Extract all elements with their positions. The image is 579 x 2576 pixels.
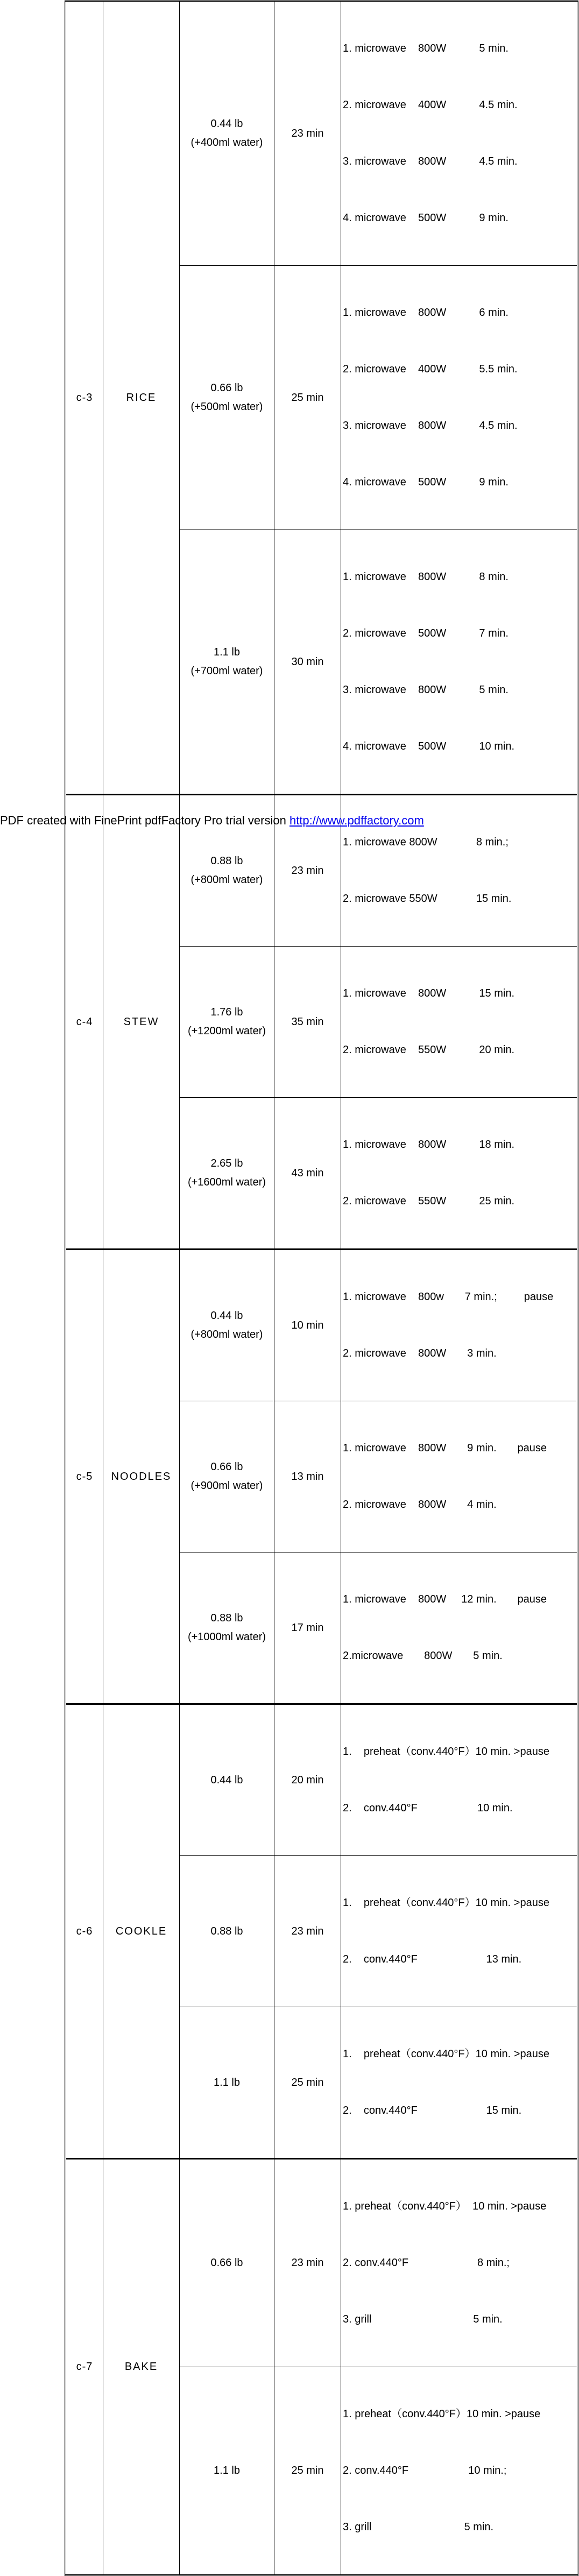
time-cell: 17 min (274, 1552, 341, 1704)
weight-cell (180, 1552, 274, 1704)
water-amount: (+500ml water) (190, 401, 263, 413)
step-line: 1. preheat（conv.440°F） 10 min. >pause (343, 2200, 547, 2212)
step-line: 2. conv.440°F 13 min. (343, 1953, 522, 1965)
step-line: 2. conv.440°F 15 min. (343, 2105, 522, 2116)
step-line: 3. microwave 800W 4.5 min. (343, 156, 518, 167)
step-line: 3. microwave 800W 5 min. (343, 684, 509, 696)
steps-cell (341, 2367, 578, 2575)
step-line: 1. preheat（conv.440°F）10 min. >pause (343, 2408, 541, 2420)
step-line: 4. microwave 500W 9 min. (343, 212, 509, 224)
step-line: 2. microwave 400W 4.5 min. (343, 99, 518, 111)
step-line: 1. microwave 800W 8 min. (343, 571, 509, 583)
program-name-rice: RICE (103, 1, 180, 795)
table-row (66, 1250, 578, 1401)
step-line: 1. microwave 800W 12 min. pause (343, 1593, 547, 1605)
weight-cell (180, 530, 274, 795)
step-line: 1. microwave 800W 18 min. (343, 1139, 514, 1151)
weight-amount: 0.44 lb (210, 118, 243, 130)
step-line: 2. microwave 550W 15 min. (343, 893, 512, 905)
step-line: 3. grill 5 min. (343, 2313, 503, 2325)
weight-amount: 0.88 lb (210, 855, 243, 867)
step-line: 2. microwave 400W 5.5 min. (343, 363, 518, 375)
steps-cell (341, 1704, 578, 1856)
time-cell: 25 min (274, 2367, 341, 2575)
program-name-cookle: COOKLE (103, 1704, 180, 2159)
weight-cell (180, 1250, 274, 1401)
program-code-c7: c-7 (66, 2159, 103, 2575)
time-cell: 13 min (274, 1401, 341, 1552)
steps-cell (341, 1401, 578, 1552)
step-line: 2. microwave 800W 4 min. (343, 1499, 497, 1511)
steps-cell (341, 530, 578, 795)
time-cell: 23 min (274, 795, 341, 947)
step-line: 2.microwave 800W 5 min. (343, 1650, 503, 1662)
step-line: 2. microwave 800W 3 min. (343, 1347, 497, 1359)
weight-amount: 1.76 lb (210, 1006, 243, 1018)
weight-amount: 0.44 lb (210, 1310, 243, 1322)
weight-amount: 1.1 lb (214, 646, 240, 658)
weight-cell (180, 1, 274, 266)
table-body (66, 1, 578, 2575)
pdffactory-link[interactable]: http://www.pdffactory.com (289, 814, 424, 827)
time-cell: 25 min (274, 2007, 341, 2159)
step-line: 2. conv.440°F 10 min. (343, 1802, 513, 1814)
program-code-c5: c-5 (66, 1250, 103, 1704)
table-row (66, 1704, 578, 1856)
step-line: 1. microwave 800w 7 min.; pause (343, 1291, 554, 1303)
time-cell: 23 min (274, 1, 341, 266)
step-line: 1. preheat（conv.440°F）10 min. >pause (343, 2048, 549, 2060)
steps-cell (341, 2007, 578, 2159)
steps-cell (341, 1098, 578, 1250)
step-line: 1. microwave 800W 5 min. (343, 43, 509, 54)
water-amount: (+1200ml water) (187, 1025, 266, 1037)
weight-cell (180, 1098, 274, 1250)
step-line: 1. microwave 800W 6 min. (343, 307, 509, 319)
steps-cell (341, 1856, 578, 2007)
time-cell: 35 min (274, 947, 341, 1098)
weight-cell: 1.1 lb (180, 2007, 274, 2159)
step-line: 4. microwave 500W 9 min. (343, 476, 509, 488)
steps-cell (341, 1250, 578, 1401)
program-code-c4: c-4 (66, 795, 103, 1250)
step-line: 2. microwave 500W 7 min. (343, 627, 509, 639)
weight-cell (180, 1401, 274, 1552)
step-line: 2. conv.440°F 8 min.; (343, 2257, 510, 2269)
cooking-program-table (65, 0, 578, 2576)
time-cell: 20 min (274, 1704, 341, 1856)
time-cell: 23 min (274, 2159, 341, 2367)
steps-cell (341, 1, 578, 266)
water-amount: (+1600ml water) (187, 1176, 266, 1188)
step-line: 2. microwave 550W 25 min. (343, 1195, 514, 1207)
step-line: 4. microwave 500W 10 min. (343, 740, 514, 752)
weight-amount: 0.88 lb (210, 1612, 243, 1624)
water-amount: (+800ml water) (190, 874, 263, 886)
program-name-noodles: NOODLES (103, 1250, 180, 1704)
weight-amount: 2.65 lb (210, 1158, 243, 1169)
step-line: 1. preheat（conv.440°F）10 min. >pause (343, 1746, 549, 1758)
time-cell: 10 min (274, 1250, 341, 1401)
water-amount: (+700ml water) (190, 665, 263, 677)
water-amount: (+900ml water) (190, 1480, 263, 1492)
time-cell: 25 min (274, 266, 341, 530)
step-line: 1. microwave 800W 9 min. pause (343, 1442, 547, 1454)
pdf-footer (0, 814, 424, 828)
step-line: 1. preheat（conv.440°F）10 min. >pause (343, 1897, 549, 1909)
water-amount: (+1000ml water) (187, 1631, 266, 1643)
steps-cell (341, 2159, 578, 2367)
weight-amount: 0.66 lb (210, 382, 243, 394)
weight-cell: 1.1 lb (180, 2367, 274, 2575)
step-line: 1. microwave 800W 8 min.; (343, 836, 509, 848)
table-row (66, 1, 578, 266)
time-cell: 23 min (274, 1856, 341, 2007)
footer-text: PDF created with FinePrint pdfFactory Pro trial version (0, 814, 290, 827)
steps-cell (341, 266, 578, 530)
step-line: 2. conv.440°F 10 min.; (343, 2465, 507, 2476)
water-amount: (+800ml water) (190, 1329, 263, 1340)
program-name-stew: STEW (103, 795, 180, 1250)
step-line: 2. microwave 550W 20 min. (343, 1044, 514, 1056)
weight-cell (180, 947, 274, 1098)
weight-amount: 0.66 lb (210, 1461, 243, 1473)
weight-cell (180, 266, 274, 530)
step-line: 1. microwave 800W 15 min. (343, 987, 514, 999)
steps-cell (341, 947, 578, 1098)
weight-cell: 0.66 lb (180, 2159, 274, 2367)
steps-cell (341, 1552, 578, 1704)
program-code-c3: c-3 (66, 1, 103, 795)
step-line: 3. microwave 800W 4.5 min. (343, 420, 518, 432)
water-amount: (+400ml water) (190, 137, 263, 149)
program-code-c6: c-6 (66, 1704, 103, 2159)
weight-cell: 0.44 lb (180, 1704, 274, 1856)
program-name-bake: BAKE (103, 2159, 180, 2575)
weight-cell: 0.88 lb (180, 1856, 274, 2007)
step-line: 3. grill 5 min. (343, 2521, 494, 2533)
table-row (66, 2159, 578, 2367)
time-cell: 30 min (274, 530, 341, 795)
time-cell: 43 min (274, 1098, 341, 1250)
